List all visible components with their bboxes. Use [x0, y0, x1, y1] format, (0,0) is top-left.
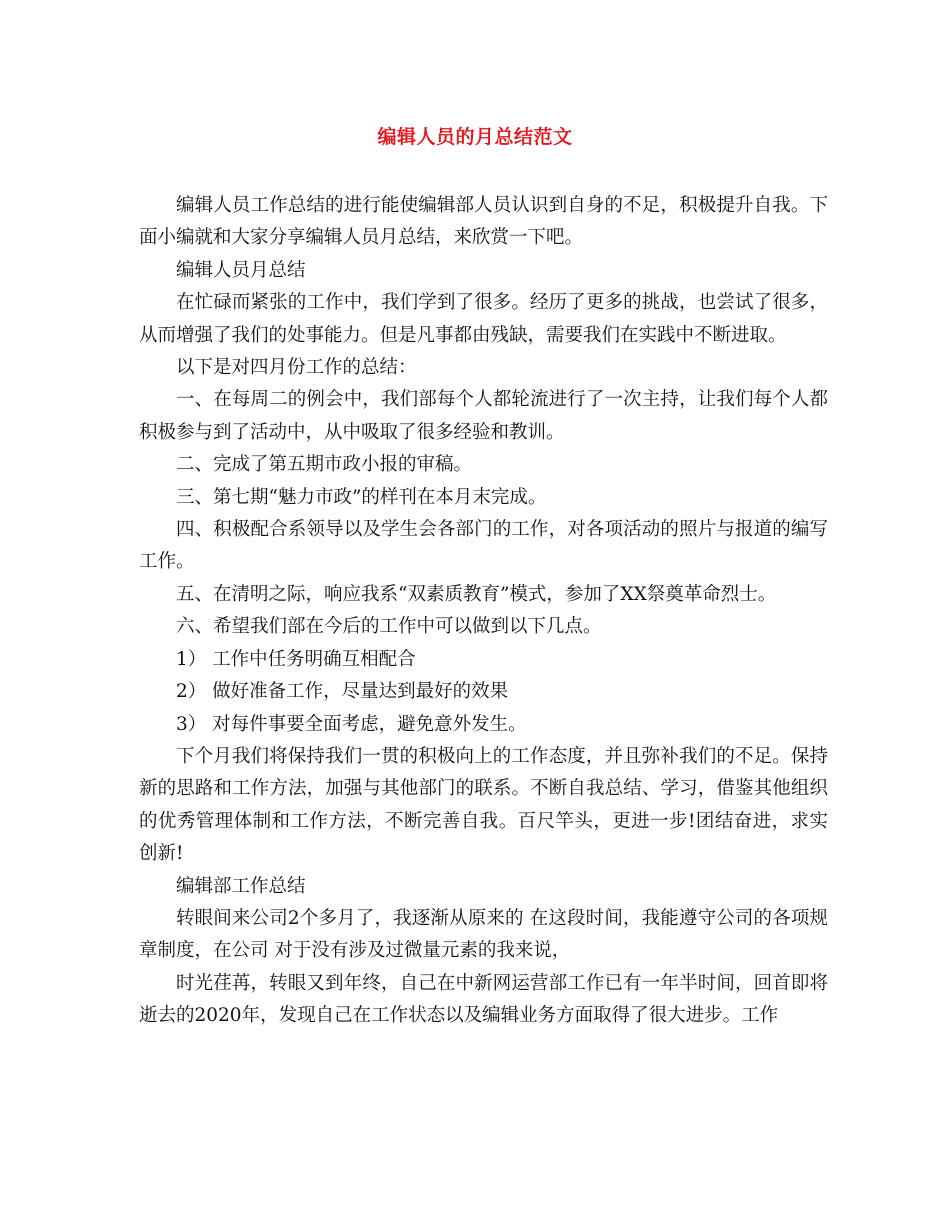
paragraph: 下个月我们将保持我们一贯的积极向上的工作态度，并且弥补我们的不足。保持新的思路和工作方法，加强与其他部门的联系。不断自我总结、学习，借鉴其他组织的优秀管理体制和工作方法，不断完善自我。百尺竿头，更进一步!团结奋进，求实创新!	[139, 745, 828, 865]
list-item: 六、希望我们部在今后的工作中可以做到以下几点。	[176, 616, 602, 638]
list-item: 三、第七期“魅力市政”的样刊在本月末完成。	[176, 486, 547, 508]
document-body	[139, 190, 828, 1033]
paragraph: 以下是对四月份工作的总结：	[176, 357, 417, 379]
list-item: 五、在清明之际，响应我系“双素质教育”模式，参加了XX祭奠革命烈士。	[176, 583, 777, 605]
paragraph: 时光荏苒，转眼又到年终，自己在中新网运营部工作已有一年半时间，回首即将逝去的2020年，发现自己在工作状态以及编辑业务方面取得了很大进步。工作	[139, 972, 828, 1027]
list-item: 四、积极配合系领导以及学生会各部门的工作，对各项活动的照片与报道的编写工作。	[139, 519, 828, 573]
section-heading-department-summary: 编辑部工作总结	[176, 875, 306, 897]
paragraph: 在忙碌而紧张的工作中，我们学到了很多。经历了更多的挑战，也尝试了很多，从而增强了我们的处事能力。但是凡事都由残缺，需要我们在实践中不断进取。	[139, 292, 828, 346]
sub-list-item: 2） 做好准备工作，尽量达到最好的效果	[176, 681, 509, 703]
document-title: 编辑人员的月总结范文	[377, 126, 573, 148]
sub-list-item: 3） 对每件事要全面考虑，避免意外发生。	[176, 713, 527, 735]
section-heading-monthly-summary: 编辑人员月总结	[176, 259, 306, 281]
paragraph-intro: 编辑人员工作总结的进行能使编辑部人员认识到自身的不足，积极提升自我。下面小编就和大家分享编辑人员月总结，来欣赏一下吧。	[139, 195, 828, 249]
list-item: 二、完成了第五期市政小报的审稿。	[176, 454, 473, 476]
list-item: 一、在每周二的例会中，我们部每个人都轮流进行了一次主持，让我们每个人都积极参与到了活动中，从中吸取了很多经验和教训。	[139, 389, 828, 443]
paragraph: 转眼间来公司2个多月了，我逐渐从原来的 在这段时间，我能遵守公司的各项规章制度，在公司 对于没有涉及过微量元素的我来说，	[139, 907, 828, 962]
sub-list-item: 1） 工作中任务明确互相配合	[176, 648, 416, 670]
